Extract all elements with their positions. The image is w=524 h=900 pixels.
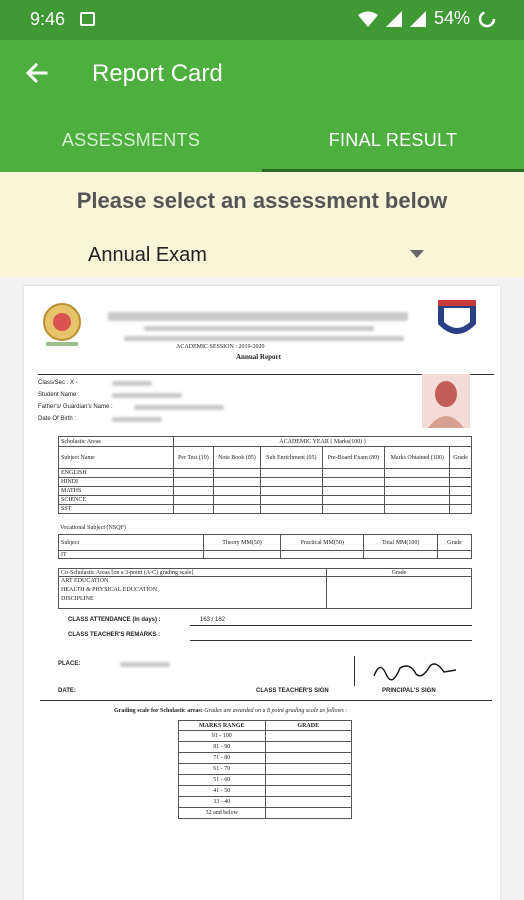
principal-signature — [370, 658, 460, 682]
remarks-label: CLASS TEACHER'S REMARKS : — [68, 632, 161, 638]
grading-table — [178, 720, 352, 819]
subject-row: MATHS — [59, 487, 174, 496]
subject-name-header: Subject Name — [59, 447, 174, 469]
vocational-subject-header: Subject — [59, 535, 204, 551]
session-label: ACADEMIC SESSION : 2019-2020 — [176, 344, 265, 350]
status-icons — [358, 8, 496, 29]
grading-note: Grades are awarded on a 8 point grading scale as follows : — [204, 708, 348, 714]
grading-range: 51 - 60 — [179, 775, 266, 786]
battery-icon — [478, 10, 496, 28]
tab-final-result-label: FINAL RESULT — [328, 129, 458, 150]
grading-range: 32 and below — [179, 808, 266, 819]
col-header: Grade — [437, 535, 471, 551]
co-item: DISCIPLINE — [61, 596, 94, 602]
col-header: Theory MM(50) — [204, 535, 281, 551]
tab-bar — [0, 108, 524, 172]
wifi-icon — [358, 11, 378, 27]
subject-row: ENGLISH — [59, 469, 174, 478]
col-header: Marks Obtained (100) — [385, 447, 450, 469]
co-item: ART EDUCATION — [61, 578, 109, 584]
battery-percent: 54% — [433, 8, 470, 28]
subject-row: SCIENCE — [59, 496, 174, 505]
dropdown-caret-icon[interactable] — [410, 250, 424, 258]
tab-assessments-label: ASSESSMENTS — [61, 129, 201, 150]
academic-year-header: ACADEMIC YEAR ( Marks(100) ) — [174, 437, 472, 447]
tab-final-result[interactable] — [262, 108, 524, 172]
report-card-image — [24, 286, 500, 900]
co-scholastic-grade-header: Grade — [327, 569, 472, 577]
col-header: Total MM(100) — [364, 535, 437, 551]
select-prompt: Please select an assessment below — [76, 188, 448, 213]
grading-range: 71 - 80 — [179, 753, 266, 764]
grading-caption — [114, 708, 434, 714]
col-header: Grade — [450, 447, 472, 469]
subject-row: HINDI — [59, 478, 174, 487]
tab-assessments[interactable] — [0, 108, 262, 172]
principal-sign-label: PRINCIPAL'S SIGN — [382, 688, 436, 694]
image-icon — [80, 12, 95, 26]
vocational-row: IT — [59, 551, 204, 559]
col-header: Pre-Board Exam (80) — [322, 447, 385, 469]
place-label: PLACE: — [58, 661, 81, 667]
subject-row: SST — [59, 505, 174, 514]
scholastic-area-label: Scholastic Areas — [59, 437, 174, 447]
col-header: Sub Enrichment (05) — [261, 447, 322, 469]
report-title: Annual Report — [236, 353, 281, 361]
grading-range: 33 - 40 — [179, 797, 266, 808]
grading-range: 41 - 50 — [179, 786, 266, 797]
col-header: Practical MM(50) — [281, 535, 364, 551]
attendance-value: 163 / 182 — [200, 617, 226, 623]
col-header: Per Test (10) — [174, 447, 214, 469]
page-title: Report Card — [92, 60, 223, 87]
student-photo — [422, 374, 470, 428]
co-scholastic-title: Co-Scholastic Areas [on a 3-point (A-C) grading scale] — [59, 569, 327, 577]
status-time: 9:46 — [30, 9, 66, 29]
assessment-dropdown[interactable]: Annual Exam — [88, 244, 207, 266]
assessment-selector — [0, 172, 524, 278]
vocational-table — [58, 534, 472, 559]
co-scholastic-table — [58, 568, 472, 609]
grading-header: MARKS RANGE — [179, 721, 266, 731]
field-dob: Date Of Birth : — [38, 416, 77, 422]
scholastic-table — [58, 436, 472, 514]
teacher-sign-label: CLASS TEACHER'S SIGN — [256, 688, 329, 694]
board-emblem-icon — [434, 296, 480, 346]
grading-range: 81 - 90 — [179, 742, 266, 753]
col-header: Note Book (05) — [213, 447, 260, 469]
signal-icon — [386, 11, 402, 27]
attendance-label: CLASS ATTENDANCE (In days) : — [68, 617, 161, 623]
field-class: Class/Sec : X - — [38, 380, 78, 386]
grading-range: 91 - 100 — [179, 731, 266, 742]
date-label: DATE: — [58, 688, 76, 694]
back-arrow-icon[interactable] — [22, 58, 52, 88]
grading-header: GRADE — [265, 721, 352, 731]
grading-title: Grading scale for Scholastic areas: — [114, 708, 203, 714]
grading-range: 61 - 70 — [179, 764, 266, 775]
app-bar — [0, 40, 524, 108]
co-item: HEALTH & PHYSICAL EDUCATION — [61, 587, 158, 593]
vocational-title: Vocational Subject (NSQF) — [60, 525, 126, 531]
field-guardian: Father's/ Guardian's Name : — [38, 404, 113, 410]
signal-icon — [410, 11, 426, 27]
status-bar — [0, 0, 524, 40]
school-logo-icon — [40, 302, 84, 348]
field-student-name: Student Name : — [38, 392, 80, 398]
